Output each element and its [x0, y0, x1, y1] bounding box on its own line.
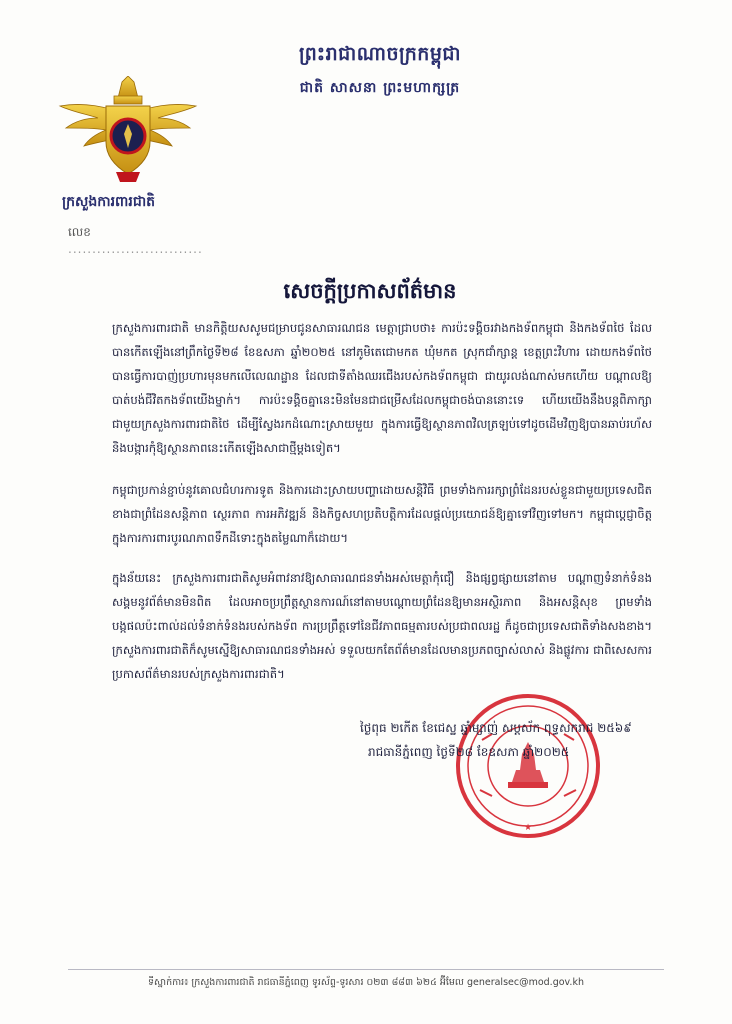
footer-contact: ទីស្នាក់ការ៖ ក្រសួងការពារជាតិ រាជធានីភ្នំពេញ ទូរស័ព្ទ-ទូរសារ ០២៣ ៨៨៣ ៦២៤ អ៊ីមែល generalsec@mod.gov.kh — [148, 977, 584, 988]
seal-text: ★ — [523, 823, 533, 833]
document-title: សេចក្តីប្រកាសព័ត៌មាន — [283, 279, 457, 303]
official-seal-stamp — [452, 690, 604, 842]
ministry-name: ក្រសួងការពារជាតិ — [62, 194, 156, 210]
reference-dots: ............................ — [68, 242, 203, 256]
kingdom-heading: ព្រះរាជាណាចក្រកម្ពុជា — [299, 43, 461, 65]
reference-label: លេខ — [68, 225, 91, 239]
solar-date: រាជធានីភ្នំពេញ ថ្ងៃទី២៨ ខែឧសភា ឆ្នាំ២០២៥ — [368, 745, 570, 759]
paragraph-position: កម្ពុជាប្រកាន់ខ្ជាប់នូវគោលជំហរការទូត និងការដោះស្រាយបញ្ហាដោយសន្តិវិធី ព្រមទាំងការរក្សាព្រំដែនរបស់ខ្លួនជាមួយប្រទេសជិតខាងជាព្រំដែនសន្តិភាព ស្ថេរភាព ការអភិវឌ្ឍន៍ និងកិច្ចសហប្រតិបត្តិការដែលផ្តល់ប្រយោជន៍ឱ្យគ្នាទៅវិញទៅមក។ កម្ពុជាប្តេជ្ញាចិត្តក្នុងការការពារបូរណភាពទឹកដីទោះក្នុងតម្លៃណាក៏ដោយ។ — [112, 483, 652, 545]
footer-divider — [68, 969, 664, 970]
paragraph-incident: ក្រសួងការពារជាតិ មានកិត្តិយសសូមជម្រាបជូនសាធារណជន មេត្តាជ្រាបថា៖ ការប៉ះទង្គិចរវាងកងទ័ពកម្ពុជា និងកងទ័ពថៃ ដែលបានកើតឡើងនៅព្រឹកថ្ងៃទី២៨ ខែឧសភា ឆ្នាំ២០២៥ នៅភូមិតេជោមកត ឃុំមកត ស្រុកជាំក្សាន្ត ខេត្តព្រះវិហារ ដោយកងទ័ពថៃបានធ្វើការបាញ់ប្រហារមុនមកលើលេណដ្ឋាន ដែលជាទីតាំងឈរជើងរបស់កងទ័ពកម្ពុជា ជាយូរលង់ណាស់មកហើយ បណ្តាលឱ្យបាត់បង់ជីវិតកងទ័ពយើងម្នាក់។ ការប៉ះទង្គិចគ្នានេះមិនមែនជាជម្រើសដែលកម្ពុជាចង់បាននោះទេ ហើយយើងនឹងបន្តពិភាក្សាជាមួយក្រសួងការពារជាតិថៃ ដើម្បីស្វែងរកដំណោះស្រាយមួយ ក្នុងការធ្វើឱ្យស្ថានភាពវិលត្រឡប់ទៅដូចដើមវិញឱ្យបានឆាប់រហ័ស និងបង្ការកុំឱ្យស្ថានភាពនេះកើតឡើងសាជាថ្មីម្តងទៀត។ — [112, 321, 652, 455]
paragraph-appeal: ក្នុងន័យនេះ ក្រសួងការពារជាតិសូមអំពាវនាវឱ្យសាធារណជនទាំងអស់មេត្តាកុំជឿ និងផ្សព្វផ្សាយនៅតាម បណ្តាញទំនាក់ទំនងសង្គមនូវព័ត៌មានមិនពិត ដែលអាចប្រព្រឹត្តស្ថានការណ៍នៅតាមបណ្តោយព្រំដែនឱ្យមានអស្ថិរភាព និងអសន្តិសុខ ព្រមទាំងបង្កផលប៉ះពាល់ដល់ទំនាក់ទំនងរបស់កងទ័ព ការប្រព្រឹត្តទៅនៃជីវភាពធម្មតារបស់ប្រជាពលរដ្ឋ ក៏ដូចជាប្រទេសជាតិទាំងសងខាង។ ក្រសួងការពារជាតិក៏សូមស្នើឱ្យសាធារណជនទាំងអស់ ទទួលយកតែព័ត៌មានដែលមានប្រភពច្បាស់លាស់ និងផ្លូវការ ជាពិសេសការប្រកាសព័ត៌មានរបស់ក្រសួងការពារជាតិ។ — [112, 571, 652, 681]
reference-number — [68, 224, 228, 256]
national-motto: ជាតិ សាសនា ព្រះមហាក្សត្រ — [299, 80, 461, 96]
lunar-date: ថ្ងៃពុធ ២កើត ខែជេស្ឋ ឆ្នាំម្សាញ់ សប្តស័ក ពុទ្ធសករាជ ២៥៦៩ — [360, 721, 632, 735]
ministry-emblem-logo — [58, 76, 198, 186]
